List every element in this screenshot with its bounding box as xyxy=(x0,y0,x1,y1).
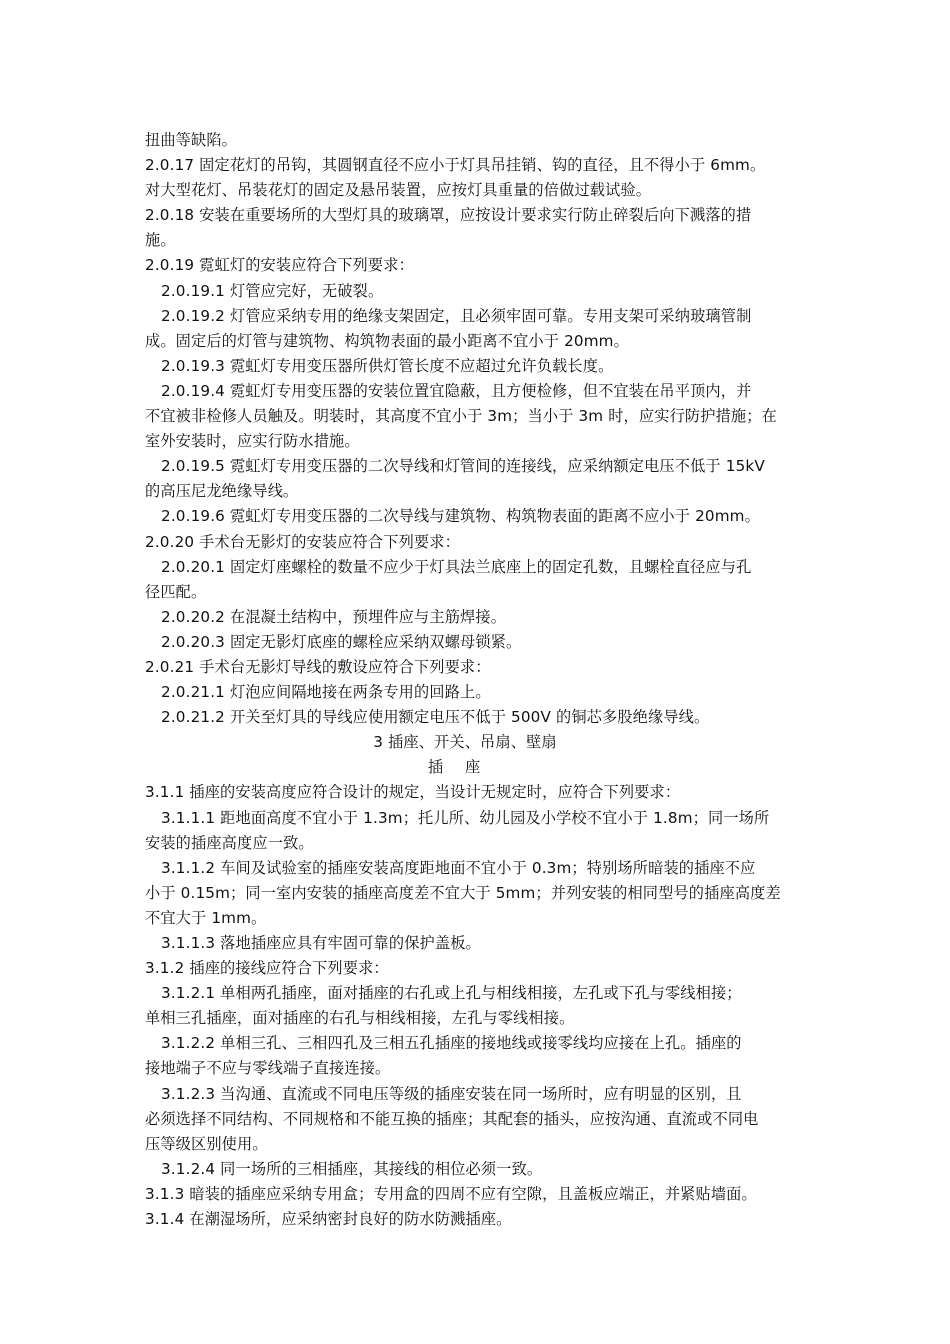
text-line: 3.1.1.2 车间及试验室的插座安装高度距地面不宜小于 0.3m；特别场所暗装的插座不应 xyxy=(161,858,756,877)
text-line: 不宜大于 1mm。 xyxy=(145,908,267,927)
text-line: 对大型花灯、吊装花灯的固定及悬吊装置，应按灯具重量的倍做过载试验。 xyxy=(145,181,652,200)
text-line: 3.1.4 在潮湿场所，应采纳密封良好的防水防溅插座。 xyxy=(145,1210,512,1229)
text-line: 2.0.19.5 霓虹灯专用变压器的二次导线和灯管间的连接线，应采纳额定电压不低于 15kV xyxy=(161,457,765,476)
text-line: 不宜被非检修人员触及。明装时，其高度不宜小于 3m；当小于 3m 时，应实行防护措施；在 xyxy=(145,407,777,426)
text-line: 3.1.2 插座的接线应符合下列要求： xyxy=(145,959,389,978)
text-line: 成。固定后的灯管与建筑物、构筑物表面的最小距离不宜小于 20mm。 xyxy=(145,331,629,350)
text-line: 单相三孔插座，面对插座的右孔与相线相接，左孔与零线相接。 xyxy=(145,1009,575,1028)
text-line: 2.0.19.2 灯管应采纳专用的绝缘支架固定，且必须牢固可靠。专用支架可采纳玻璃管制 xyxy=(161,306,752,325)
text-line: 2.0.21 手术台无影灯导线的敷设应符合下列要求： xyxy=(145,657,491,676)
text-line: 的高压尼龙绝缘导线。 xyxy=(145,482,299,501)
text-line: 必须选择不同结构、不同规格和不能互换的插座；其配套的插头，应按沟通、直流或不同电 xyxy=(145,1109,759,1128)
text-line: 安装的插座高度应一致。 xyxy=(145,833,314,852)
document-body xyxy=(145,128,825,1232)
text-line: 2.0.20.1 固定灯座螺栓的数量不应少于灯具法兰底座上的固定孔数，且螺栓直径应与孔 xyxy=(161,557,752,576)
text-line: 压等级区别使用。 xyxy=(145,1134,268,1153)
section-heading: 插座 xyxy=(427,758,503,777)
section-heading: 3 插座、开关、吊扇、壁扇 xyxy=(373,733,557,752)
text-line: 3.1.1.1 距地面高度不宜小于 1.3m；托儿所、幼儿园及小学校不宜小于 1.8m；同一场所 xyxy=(161,808,770,827)
text-line: 2.0.20.2 在混凝土结构中，预埋件应与主筋焊接。 xyxy=(161,607,507,626)
text-line: 2.0.21.2 开关至灯具的导线应使用额定电压不低于 500V 的铜芯多股绝缘导线。 xyxy=(161,708,710,727)
text-line: 3.1.3 暗装的插座应采纳专用盒；专用盒的四周不应有空隙，且盖板应端正，并紧贴墙面。 xyxy=(145,1184,757,1203)
text-line: 3.1.2.1 单相两孔插座，面对插座的右孔或上孔与相线相接，左孔或下孔与零线相接； xyxy=(161,984,742,1003)
text-line: 2.0.19 霓虹灯的安装应符合下列要求： xyxy=(145,256,414,275)
text-line: 2.0.19.1 灯管应完好，无破裂。 xyxy=(161,281,384,300)
text-line: 2.0.19.6 霓虹灯专用变压器的二次导线与建筑物、构筑物表面的距离不应小于 20mm。 xyxy=(161,507,760,526)
text-line: 2.0.17 固定花灯的吊钩，其圆钢直径不应小于灯具吊挂销、钩的直径，且不得小于 6mm。 xyxy=(145,156,766,175)
text-line: 3.1.2.2 单相三孔、三相四孔及三相五孔插座的接地线或接零线均应接在上孔。插座的 xyxy=(161,1034,742,1053)
text-line: 2.0.20 手术台无影灯的安装应符合下列要求： xyxy=(145,532,460,551)
text-line: 径匹配。 xyxy=(145,582,207,601)
text-line: 3.1.2.3 当沟通、直流或不同电压等级的插座安装在同一场所时，应有明显的区别，且 xyxy=(161,1084,742,1103)
text-line: 3.1.1.3 落地插座应具有牢固可靠的保护盖板。 xyxy=(161,934,481,952)
text-line: 3.1.2.4 同一场所的三相插座，其接线的相位必须一致。 xyxy=(161,1159,543,1178)
text-line: 施。 xyxy=(145,231,176,250)
text-line: 接地端子不应与零线端子直接连接。 xyxy=(145,1059,391,1078)
text-line: 2.0.19.4 霓虹灯专用变压器的安装位置宜隐蔽，且方便检修，但不宜装在吊平顶内，并 xyxy=(161,381,752,400)
text-line: 3.1.1 插座的安装高度应符合设计的规定，当设计无规定时，应符合下列要求： xyxy=(145,783,681,802)
text-line: 2.0.18 安装在重要场所的大型灯具的玻璃罩，应按设计要求实行防止碎裂后向下溅落的措 xyxy=(145,206,752,225)
text-line: 扭曲等缺陷。 xyxy=(145,131,238,149)
text-line: 2.0.20.3 固定无影灯底座的螺栓应采纳双螺母锁紧。 xyxy=(161,632,522,651)
text-line: 小于 0.15m；同一室内安装的插座高度差不宜大于 5mm；并列安装的相同型号的插座高度差 xyxy=(145,883,781,902)
text-line: 室外安装时，应实行防水措施。 xyxy=(145,432,360,451)
text-line: 2.0.19.3 霓虹灯专用变压器所供灯管长度不应超过允许负载长度。 xyxy=(161,356,614,375)
text-line: 2.0.21.1 灯泡应间隔地接在两条专用的回路上。 xyxy=(161,683,491,702)
